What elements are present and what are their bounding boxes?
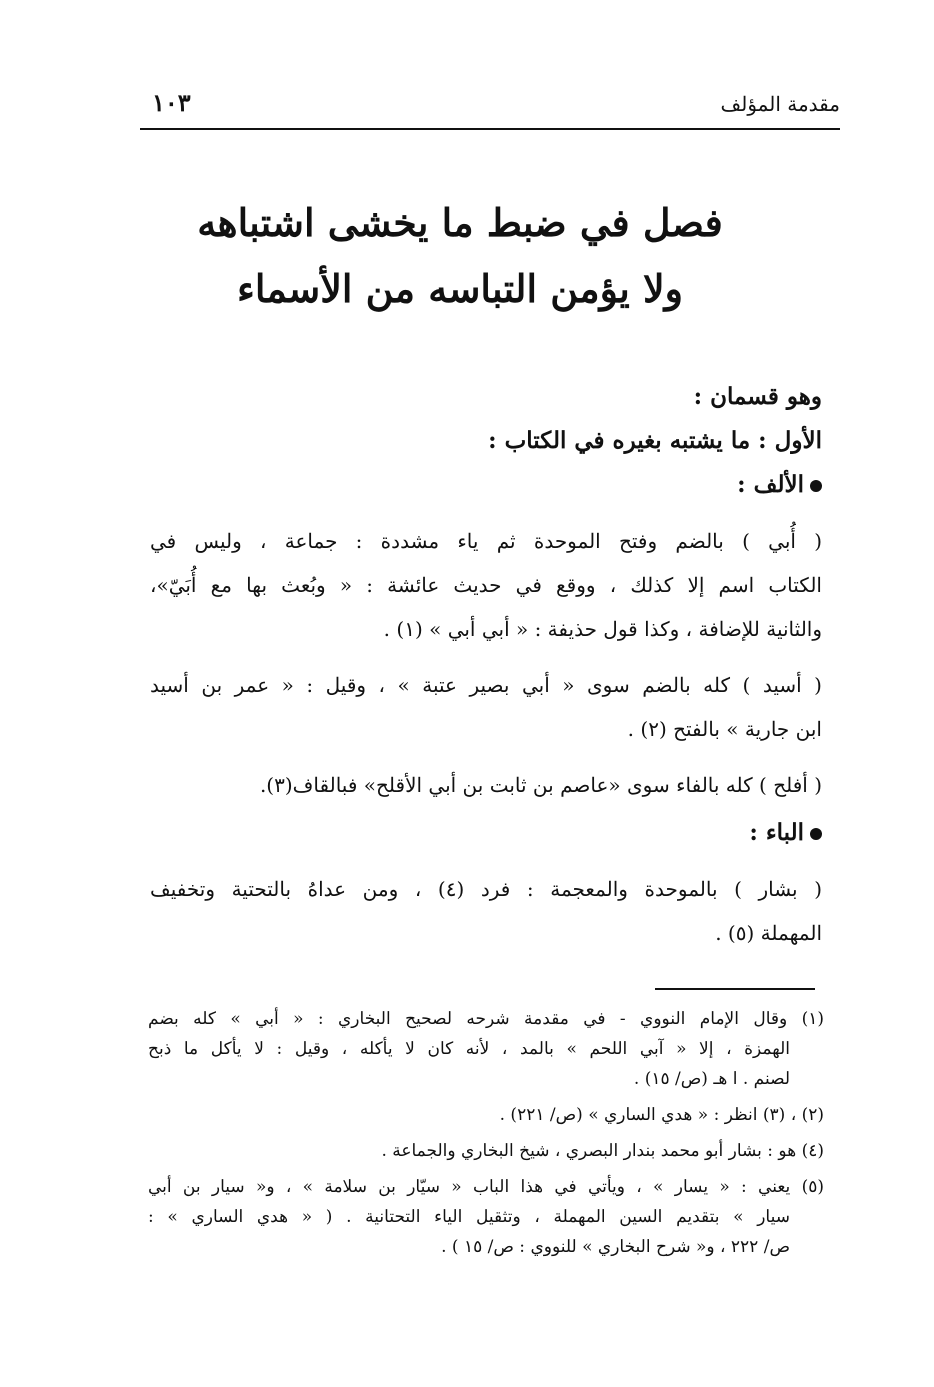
footnote-2-3: (٢) ، (٣) انظر : « هدي الساري » (ص/ ٢٢١) . [499,1105,824,1125]
header-title: مقدمة المؤلف [720,92,840,116]
footnote-4: (٤) هو : بشار أبو محمد بندار البصري ، شيخ البخاري والجماعة . [381,1141,824,1161]
chapter-title-line-1: فصل في ضبط ما يخشى اشتباهه [197,200,723,245]
ba-heading-label: الباء : [749,819,804,846]
footnote-5-line-3: ص/ ٢٢٢ ، و« شرح البخاري » للنووي : ص/ ١٥ ) . [441,1237,790,1257]
footnotes [148,1004,824,1262]
entry-bashshar-line-1: ( بشار ) بالموحدة والمعجمة : فرد (٤) ، ومن عداهُ بالتحتية وتخفيف [150,877,823,901]
footnote-divider [655,988,815,990]
footnote-1-line-1: (١) وقال الإمام النووي - في مقدمة شرحه لصحيح البخاري : « أبي » كله بضم [148,1009,824,1029]
footnote-1 [148,1004,824,1094]
footnote-1-line-2: الهمزة ، إلا « آبي اللحم » بالمد ، لأنه كان لا يأكله ، وقيل : لا يأكل ما ذبح [148,1039,790,1059]
entry-ubayy-line-3: والثانية للإضافة ، وكذا قول حذيفة : « أبي أبي » (١) . [383,617,822,641]
entry-bashshar-line-2: المهملة (٥) . [715,921,822,945]
entry-bashshar [150,867,822,955]
alif-heading [150,463,822,507]
entry-usayd-line-1: ( أسيد ) كله بالضم سوى « أبي بصير عتبة » ، وقيل : « عمر بن أسيد [150,673,822,697]
running-header [140,88,840,130]
first-section-heading: الأول : ما يشتبه بغيره في الكتاب : [488,427,822,454]
entry-ubayy-line-1: ( أُبي ) بالضم وفتح الموحدة ثم ياء مشددة : جماعة ، وليس في [150,529,823,553]
chapter-title-line-2: ولا يؤمن التباسه من الأسماء [236,266,684,311]
entry-usayd-line-2: ابن جارية » بالفتح (٢) . [627,717,822,741]
entry-ubayy-line-2: الكتاب اسم إلا كذلك ، ووقع في حديث عائشة : « وبُعث بها مع أُبَيّ»، [150,573,822,597]
chapter-title [150,190,770,322]
footnote-1-line-3: لصنم . ا هـ (ص/ ١٥) . [633,1069,790,1089]
body-text [150,375,822,955]
footnote-5 [148,1172,824,1262]
intro-line: وهو قسمان : [693,383,822,410]
alif-heading-label: الألف : [737,471,804,498]
ba-heading [150,811,822,855]
page-number: ١٠٣ [152,88,191,117]
entry-ubayy [150,519,822,651]
bullet-icon [810,480,822,492]
footnote-5-line-2: سيار » بتقديم السين المهملة ، وتثقيل الياء التحتانية . ( « هدي الساري » : [148,1207,790,1227]
footnote-5-line-1: (٥) يعني : « يسار » ، ويأتي في هذا الباب « سيّار بن سلامة » ، و« سيار بن أبي [148,1177,824,1197]
entry-usayd [150,663,822,751]
entry-aflah-line-1: ( أفلح ) كله بالفاء سوى «عاصم بن ثابت بن أبي الأقلح» فبالقاف(٣). [259,773,822,797]
entry-aflah [150,763,822,807]
bullet-icon [810,828,822,840]
